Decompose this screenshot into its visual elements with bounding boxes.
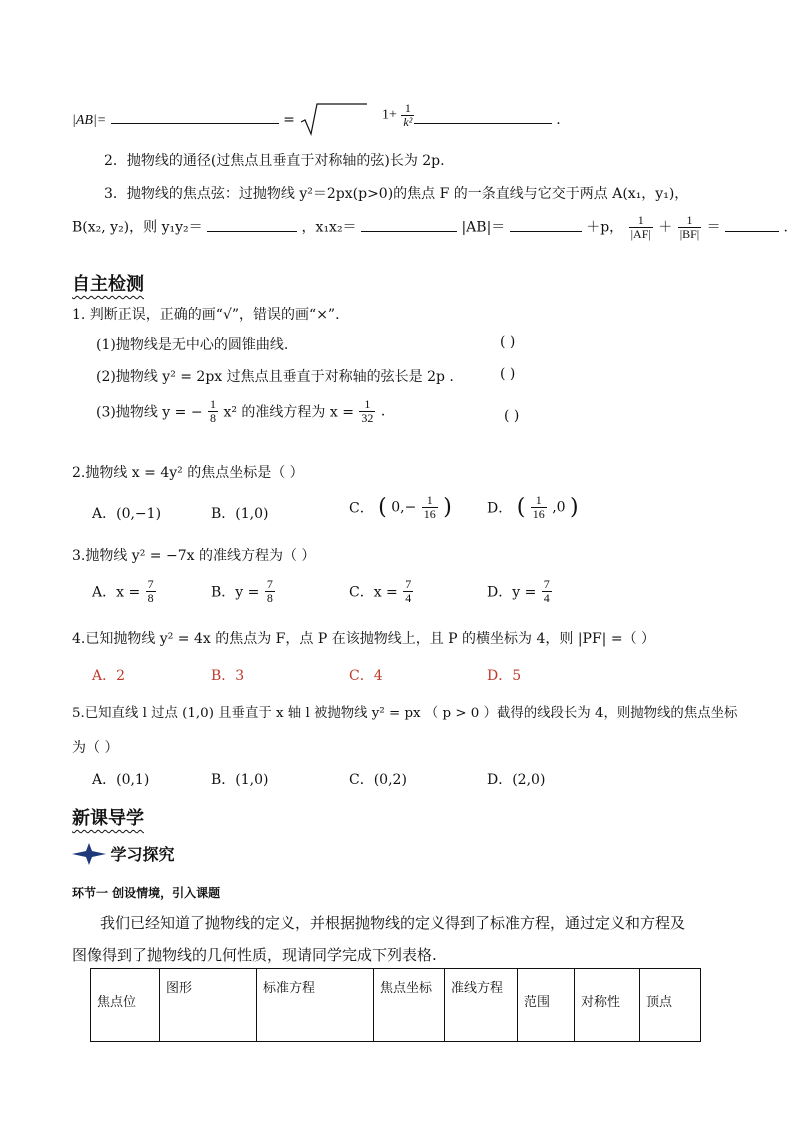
ab-eq: = (283, 112, 295, 128)
q3-d-frac (542, 578, 552, 605)
frac-bf (678, 214, 701, 241)
ab-label: |AB|= (72, 113, 107, 128)
sqrt-content (382, 102, 415, 129)
properties-table (90, 968, 701, 1042)
item-3-end: . (783, 219, 788, 236)
frac-af-num: 1 (637, 213, 644, 227)
q2-d-label: D． (487, 500, 513, 517)
q2-option-d[interactable] (487, 494, 579, 521)
frac-bf-den: |BF| (679, 227, 700, 241)
q2-option-b[interactable]: B．(1,0) (211, 506, 269, 522)
q3-b-num: 7 (266, 577, 273, 591)
q2-c-frac (422, 494, 438, 521)
four-point-star-icon (72, 843, 106, 865)
ab-dot: . (556, 112, 561, 128)
blank-x1x2[interactable] (361, 217, 457, 232)
header-cell: 准线方程 (445, 969, 518, 1042)
q3-d-den: 4 (543, 591, 550, 605)
q5-option-b[interactable]: B．(1,0) (211, 772, 269, 788)
section-self-check: 自主检测 (72, 274, 144, 295)
sqrt-fraction (401, 102, 414, 129)
q3-a-label: A．x = (92, 584, 141, 601)
q1-s3 (96, 398, 385, 425)
blank-y1y2[interactable] (207, 217, 297, 232)
frac-af (629, 214, 653, 241)
q1-s3-paren[interactable]: ( ) (504, 408, 520, 424)
subsection-heading (72, 842, 174, 865)
q2-c-rparen: ) (443, 495, 452, 520)
q5-option-c[interactable]: C．(0,2) (349, 772, 407, 788)
q5-option-a[interactable]: A．(0,1) (92, 772, 150, 788)
q2-d-inner: ,0 (552, 499, 566, 516)
table-header-row (91, 969, 701, 1042)
header-cell: 焦点位 (91, 969, 160, 1042)
header-cell: 焦点坐标 (374, 969, 445, 1042)
q3-a-den: 8 (147, 591, 154, 605)
q1-s3-frac1 (208, 398, 218, 425)
q2-c-inner: 0,− (391, 499, 417, 516)
sqrt-expression (299, 102, 369, 138)
q1-s1-paren[interactable]: ( ) (500, 334, 516, 350)
item-3-eq: ＝ (706, 219, 721, 236)
q3-a-num: 7 (147, 577, 154, 591)
q4-option-b[interactable]: B．3 (211, 668, 245, 684)
q1-stem: 1. 判断正误，正确的画“√”，错误的画“×”. (72, 307, 340, 323)
q3-option-c[interactable] (349, 578, 414, 605)
header-cell: 标准方程 (257, 969, 374, 1042)
item-3-line1: 3．抛物线的焦点弦：过抛物线 y²＝2px(p>0)的焦点 F 的一条直线与它交于两点 A(x₁，y₁)， (104, 186, 689, 202)
q3-c-num: 7 (405, 577, 412, 591)
q3-stem: 3.抛物线 y² = −7x 的准线方程为（ ） (72, 548, 316, 564)
q2-d-rparen: ) (570, 495, 579, 520)
q1-s3-num2: 1 (364, 397, 371, 411)
q5-line1: 5.已知直线 l 过点 (1,0) 且垂直于 x 轴 l 被抛物线 y² = px （ p > 0 ）截得的线段长为 4，则抛物线的焦点坐标 (72, 706, 738, 721)
q2-d-frac (531, 494, 547, 521)
q3-b-label: B．y = (211, 584, 260, 601)
sqrt-sign-icon (299, 102, 369, 138)
q2-stem: 2.抛物线 x = 4y² 的焦点坐标是（ ） (72, 465, 304, 481)
q2-c-label: C． (349, 500, 374, 517)
item-3-line2 (72, 214, 788, 241)
sqrt-num: 1 (404, 101, 411, 115)
header-cell: 对称性 (575, 969, 640, 1042)
frac-af-den: |AF| (630, 227, 651, 241)
sqrt-one: 1+ (382, 107, 397, 123)
q1-s3-a: (3)抛物线 y = − (96, 404, 203, 421)
q1-s3-c: . (380, 403, 386, 420)
q4-option-d[interactable]: D．5 (487, 668, 522, 684)
q2-option-a[interactable]: A．(0,−1) (92, 506, 162, 522)
q2-d-num: 1 (535, 493, 542, 507)
blank-ab[interactable] (510, 217, 582, 232)
ab-formula-line (72, 102, 561, 138)
paragraph-line1: 我们已经知道了抛物线的定义，并根据抛物线的定义得到了标准方程，通过定义和方程及 (100, 914, 686, 932)
q3-c-frac (403, 578, 413, 605)
q2-c-lparen: ( (378, 495, 387, 520)
q3-d-num: 7 (543, 577, 550, 591)
q1-s1: (1)抛物线是无中心的圆锥曲线. (96, 337, 289, 353)
ab-blank-1[interactable] (111, 109, 279, 124)
part1-title: 环节一 创设情境，引入课题 (72, 886, 221, 900)
q1-s3-b: x² 的准线方程为 x = (223, 404, 354, 421)
item-3-ab: |AB|＝ (461, 219, 506, 236)
q3-b-den: 8 (266, 591, 273, 605)
q2-c-den: 16 (423, 507, 436, 521)
q1-s3-den1: 8 (210, 411, 217, 425)
q4-stem: 4.已知抛物线 y² = 4x 的焦点为 F，点 P 在该抛物线上，且 P 的横坐标为 4，则 |PF| =（ ） (72, 631, 656, 647)
frac-bf-num: 1 (686, 213, 693, 227)
item-3-x1x2: ，x₁x₂＝ (301, 219, 357, 236)
q3-a-frac (146, 578, 156, 605)
q1-s3-num1: 1 (210, 397, 217, 411)
item-3-plus: ＋ (658, 219, 673, 236)
sqrt-den: k² (403, 115, 413, 129)
q2-option-c[interactable] (349, 494, 452, 521)
q3-c-label: C．x = (349, 584, 398, 601)
q3-option-d[interactable] (487, 578, 553, 605)
q1-s3-den2: 32 (361, 411, 374, 425)
header-cell: 顶点 (640, 969, 701, 1042)
q3-option-b[interactable] (211, 578, 276, 605)
q1-s3-frac2 (359, 398, 375, 425)
ab-blank-2[interactable] (414, 109, 552, 124)
q2-d-lparen: ( (516, 495, 526, 520)
q2-c-num: 1 (426, 493, 433, 507)
paragraph-line2: 图像得到了抛物线的几何性质，现请同学完成下列表格. (72, 946, 437, 964)
q3-b-frac (265, 578, 275, 605)
q4-option-a[interactable]: A．2 (92, 668, 126, 684)
section-new-lesson: 新课导学 (72, 808, 144, 829)
q1-s2: (2)抛物线 y² = 2px 过焦点且垂直于对称轴的弦长是 2p . (96, 369, 454, 385)
q5-option-d[interactable]: D．(2,0) (487, 772, 546, 788)
q5-line2: 为（ ） (72, 740, 119, 756)
q3-c-den: 4 (405, 591, 412, 605)
blank-sum[interactable] (725, 217, 779, 232)
q3-d-label: D．y = (487, 584, 537, 601)
q2-d-den: 16 (532, 507, 545, 521)
q1-s2-paren[interactable]: ( ) (500, 366, 516, 382)
q3-option-a[interactable] (92, 578, 157, 605)
item-3-plus-p: ＋p， (586, 219, 624, 236)
header-cell: 图形 (160, 969, 257, 1042)
item-2: 2．抛物线的通径(过焦点且垂直于对称轴的弦)长为 2p. (104, 153, 445, 169)
subsection-title: 学习探究 (110, 845, 175, 864)
q4-option-c[interactable]: C．4 (349, 668, 383, 684)
item-3-y1y2: B(x₂, y₂)，则 y₁y₂＝ (72, 219, 203, 236)
header-cell: 范围 (518, 969, 575, 1042)
